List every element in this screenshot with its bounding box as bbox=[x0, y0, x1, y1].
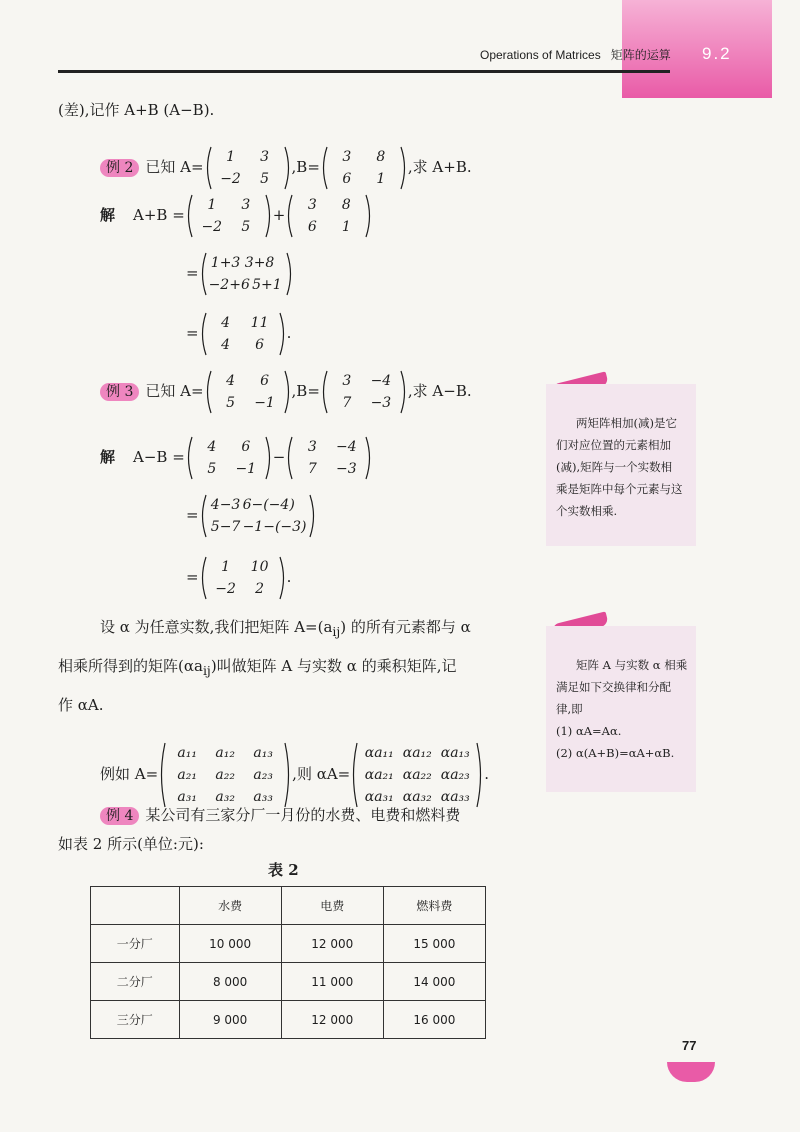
table-cell: 15 000 bbox=[383, 925, 485, 963]
matrix-sum-expr: 1+3 3+8 −2+6 5+1 bbox=[199, 252, 294, 296]
example-3-tag: 例 3 bbox=[100, 383, 139, 401]
matrix-alphaA-3x3: αa₁₁ αa₁₂ αa₁₃ αa₂₁ αa₂₂ αa₂₃ αa₃₁ αa₃₂ αa₃₃ bbox=[350, 742, 484, 808]
table-cell: 9 000 bbox=[179, 1001, 281, 1039]
left-paren bbox=[199, 312, 207, 356]
right-paren bbox=[284, 370, 292, 414]
right-paren bbox=[365, 436, 373, 480]
right-paren bbox=[286, 252, 294, 296]
right-paren bbox=[265, 436, 273, 480]
sidebar-note-1: 两矩阵相加(减)是它 们对应位置的元素相加 (减),矩阵与一个实数相 乘是矩阵中每个元素与这 个实数相乘. bbox=[546, 384, 696, 546]
fees-table bbox=[90, 886, 486, 1039]
table-cell: 8 000 bbox=[179, 963, 281, 1001]
table-header-cell: 水费 bbox=[179, 887, 281, 925]
matrix-B3-copy: 3 −4 7 −3 bbox=[285, 436, 373, 480]
left-paren bbox=[204, 146, 212, 190]
left-paren bbox=[185, 194, 193, 238]
left-paren bbox=[285, 194, 293, 238]
table-cell: 11 000 bbox=[281, 963, 383, 1001]
table-cell: 二分厂 bbox=[91, 963, 180, 1001]
matrix-sum-result: 4 11 4 6 bbox=[199, 312, 287, 356]
matrix-A3: 4 6 5 −1 bbox=[204, 370, 292, 414]
right-paren bbox=[400, 370, 408, 414]
example-4-tag: 例 4 bbox=[100, 807, 139, 825]
solution-2-step3: = 4 11 4 6 . bbox=[186, 312, 291, 356]
right-paren bbox=[365, 194, 373, 238]
table-caption: 表 2 bbox=[268, 861, 299, 879]
left-paren bbox=[199, 494, 207, 538]
example-4-line2: 如表 2 所示(单位:元): bbox=[58, 835, 204, 853]
matrix-B3: 3 −4 7 −3 bbox=[320, 370, 408, 414]
running-header bbox=[480, 46, 671, 63]
header-title-en: Operations of Matrices bbox=[480, 48, 601, 62]
example-2-tag: 例 2 bbox=[100, 159, 139, 177]
table-header-row bbox=[91, 887, 486, 925]
page-number: 77 bbox=[682, 1038, 697, 1053]
definition-paragraph: 设 α 为任意实数,我们把矩阵 $A=(a_{ij})$ 的所有元素都与 α 相乘所得到的矩阵$(\alpha a_{ij})$叫做矩阵 A 与实数 α 的乘积矩阵,记 作 αA. bbox=[58, 618, 471, 714]
scalar-example: 例如 A= a₁₁ a₁₂ a₁₃ a₂₁ a₂₂ a₂₃ a₃₁ a₃₂ a₃₃ ,则 αA= αa₁₁ αa₁₂ αa₁₃ αa₂₁ αa₂₂ αa₂₃ αa₃₁ αa₃₂ αa₃₃ . bbox=[100, 742, 489, 808]
left-paren bbox=[199, 252, 207, 296]
header-rule bbox=[58, 70, 670, 73]
left-paren bbox=[320, 146, 328, 190]
matrix-B-copy: 3 8 6 1 bbox=[285, 194, 373, 238]
table-header-cell: 电费 bbox=[281, 887, 383, 925]
table-cell: 12 000 bbox=[281, 1001, 383, 1039]
left-paren bbox=[320, 370, 328, 414]
matrix-B: 3 8 6 1 bbox=[320, 146, 408, 190]
right-paren bbox=[309, 494, 317, 538]
right-paren bbox=[284, 742, 292, 808]
example-4: 例 4 某公司有三家分厂一月份的水费、电费和燃料费 bbox=[100, 805, 460, 825]
left-paren bbox=[285, 436, 293, 480]
table-header-cell bbox=[91, 887, 180, 925]
matrix-diff-result: 1 10 −2 2 bbox=[199, 556, 287, 600]
matrix-A: 1 3 −2 5 bbox=[204, 146, 292, 190]
table-cell: 三分厂 bbox=[91, 1001, 180, 1039]
intro-line: (差),记作 A+B (A−B). bbox=[58, 101, 215, 119]
table-cell: 12 000 bbox=[281, 925, 383, 963]
table-header-cell: 燃料费 bbox=[383, 887, 485, 925]
left-paren bbox=[204, 370, 212, 414]
matrix-A-copy: 1 3 −2 5 bbox=[185, 194, 273, 238]
right-paren bbox=[400, 146, 408, 190]
example-2: 例 2 已知 A= 1 3 −2 5 ,B= 3 8 6 1 ,求 A+B. bbox=[100, 146, 472, 190]
solution-2-step1: 解 A+B = 1 3 −2 5 + 3 8 6 1 bbox=[100, 194, 373, 238]
sidebar-note-2: 矩阵 A 与实数 α 相乘 满足如下交换律和分配 律,即 (1) αA=Aα. (2) α(A+B)=αA+αB. bbox=[546, 626, 696, 792]
left-paren bbox=[350, 742, 358, 808]
left-paren bbox=[185, 436, 193, 480]
matrix-A-3x3: a₁₁ a₁₂ a₁₃ a₂₁ a₂₂ a₂₃ a₃₁ a₃₂ a₃₃ bbox=[158, 742, 292, 808]
table-row bbox=[91, 963, 486, 1001]
right-paren bbox=[476, 742, 484, 808]
solution-3-step3: = 1 10 −2 2 . bbox=[186, 556, 291, 600]
left-paren bbox=[158, 742, 166, 808]
right-paren bbox=[279, 312, 287, 356]
table-cell: 10 000 bbox=[179, 925, 281, 963]
solution-2-step2: = 1+3 3+8 −2+6 5+1 bbox=[186, 252, 294, 296]
solution-3-step1: 解 A−B = 4 6 5 −1 − 3 −4 7 −3 bbox=[100, 436, 373, 480]
left-paren bbox=[199, 556, 207, 600]
example-3: 例 3 已知 A= 4 6 5 −1 ,B= 3 −4 7 −3 ,求 A−B. bbox=[100, 370, 472, 414]
table-cell: 14 000 bbox=[383, 963, 485, 1001]
table-row bbox=[91, 1001, 486, 1039]
right-paren bbox=[265, 194, 273, 238]
header-title-cn: 矩阵的运算 bbox=[610, 48, 671, 62]
solution-3-step2: = 4−3 6−(−4) 5−7 −1−(−3) bbox=[186, 494, 317, 538]
table-row bbox=[91, 925, 486, 963]
section-number: 9.2 bbox=[702, 44, 732, 63]
matrix-A3-copy: 4 6 5 −1 bbox=[185, 436, 273, 480]
right-paren bbox=[279, 556, 287, 600]
table-cell: 16 000 bbox=[383, 1001, 485, 1039]
right-paren bbox=[284, 146, 292, 190]
table-cell: 一分厂 bbox=[91, 925, 180, 963]
matrix-diff-expr: 4−3 6−(−4) 5−7 −1−(−3) bbox=[199, 494, 317, 538]
table-body bbox=[91, 925, 486, 1039]
page-number-decoration bbox=[667, 1062, 715, 1082]
